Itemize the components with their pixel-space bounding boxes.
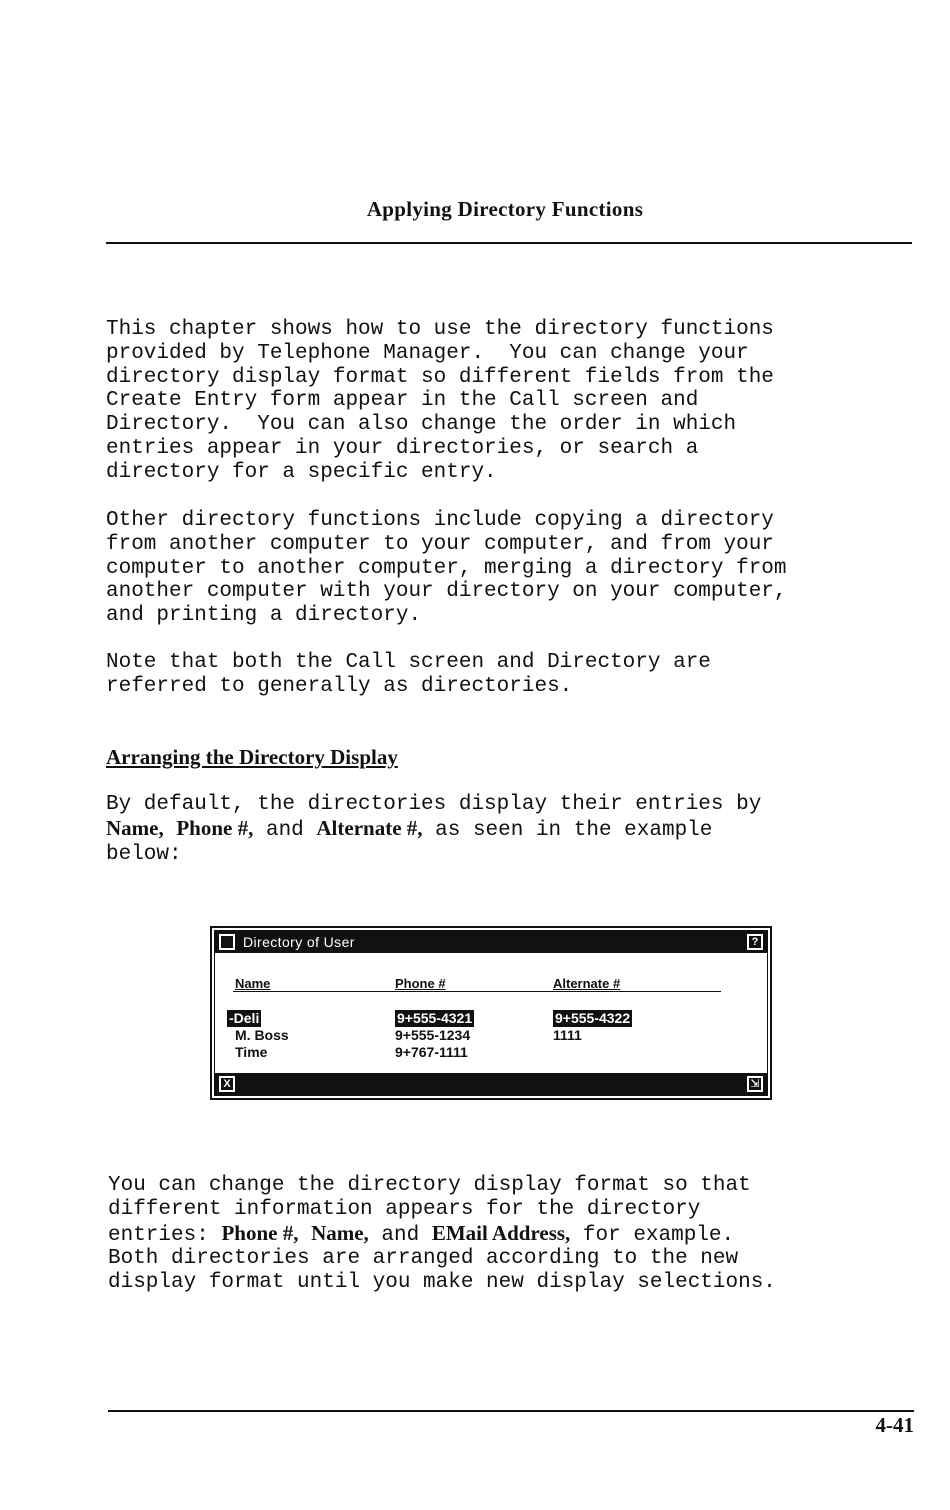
text-line: By default, the directories display their entries by <box>106 793 762 816</box>
footer-rule <box>108 1410 914 1412</box>
page-number: 4-41 <box>875 1413 914 1437</box>
section-paragraph-1 <box>106 793 926 866</box>
entry-phone: 9+767-1111 <box>395 1044 468 1060</box>
bold-term: Name, <box>311 1220 369 1245</box>
text-fragment: and <box>381 1223 420 1247</box>
window-status-bar <box>215 1073 767 1095</box>
bold-term: EMail Address, <box>431 1220 571 1245</box>
text-line: entries appear in your directories, or search a <box>106 436 699 460</box>
text-fragment: for example. <box>582 1223 735 1247</box>
text-line: and printing a directory. <box>106 604 422 628</box>
help-icon[interactable]: ? <box>747 934 763 950</box>
text-line: Other directory functions include copying a directory <box>106 509 774 532</box>
window-body <box>215 953 767 1073</box>
text-line: Note that both the Call screen and Directory are <box>106 651 711 674</box>
close-icon[interactable]: X <box>219 1076 235 1092</box>
text-fragment: and <box>265 818 304 842</box>
entry-name: M. Boss <box>235 1027 289 1043</box>
text-fragment: entries: <box>108 1223 209 1247</box>
entry-phone: 9+555-1234 <box>395 1027 471 1043</box>
text-line: display format until you make new display selections. <box>108 1271 776 1295</box>
table-row[interactable] <box>215 1010 767 1027</box>
text-line: different information appears for the directory <box>108 1197 701 1221</box>
text-line: This chapter shows how to use the directory functions <box>106 318 774 341</box>
entry-phone: 9+555-4321 <box>397 1010 473 1026</box>
window-title-bar[interactable] <box>215 931 767 953</box>
text-line: directory for a specific entry. <box>106 460 497 484</box>
text-line: Directory. You can also change the order in which <box>106 413 737 437</box>
column-header-name[interactable]: Name <box>235 976 271 991</box>
section-heading: Arranging the Directory Display <box>106 745 398 769</box>
intro-paragraph-1 <box>106 318 926 485</box>
page-title: Applying Directory Functions <box>366 197 644 221</box>
text-line: referred to generally as directories. <box>106 674 573 698</box>
text-line: You can change the directory display format so that <box>108 1174 751 1197</box>
entry-alternate: 9+555-4322 <box>555 1010 631 1026</box>
header-underline <box>233 991 721 992</box>
text-line: Both directories are arranged according to the new <box>108 1247 739 1271</box>
section-paragraph-2 <box>108 1174 928 1295</box>
window-title: Directory of User <box>243 934 355 950</box>
text-line: below: <box>106 842 182 866</box>
text-line: computer to another computer, merging a directory from <box>106 556 787 580</box>
intro-paragraph-3 <box>106 651 926 699</box>
column-header-alternate[interactable]: Alternate # <box>553 976 621 991</box>
bold-term: Name, <box>106 815 164 840</box>
bold-term: Phone #, <box>221 1220 299 1245</box>
entry-name: -Deli <box>229 1010 260 1026</box>
text-line: from another computer to your computer, and from your <box>106 532 774 556</box>
text-line: another computer with your directory on your computer, <box>106 580 787 604</box>
table-row[interactable] <box>215 1027 767 1044</box>
column-header-phone[interactable]: Phone # <box>395 976 446 991</box>
text-fragment: as seen in the example <box>435 818 713 842</box>
bold-term: Alternate #, <box>316 815 423 840</box>
entry-name: Time <box>235 1044 268 1060</box>
resize-icon[interactable]: ⇲ <box>747 1076 763 1092</box>
window-frame <box>214 930 768 1096</box>
header-rule <box>106 242 912 244</box>
directory-window <box>210 926 772 1100</box>
text-line: provided by Telephone Manager. You can change your <box>106 341 749 365</box>
entry-alternate: 1111 <box>553 1027 582 1043</box>
bold-term: Phone #, <box>176 815 254 840</box>
table-row[interactable] <box>215 1044 767 1061</box>
intro-paragraph-2 <box>106 509 926 628</box>
text-line: directory display format so different fields from the <box>106 365 774 389</box>
menu-icon[interactable] <box>219 934 235 950</box>
text-line: Create Entry form appear in the Call screen and <box>106 389 699 413</box>
